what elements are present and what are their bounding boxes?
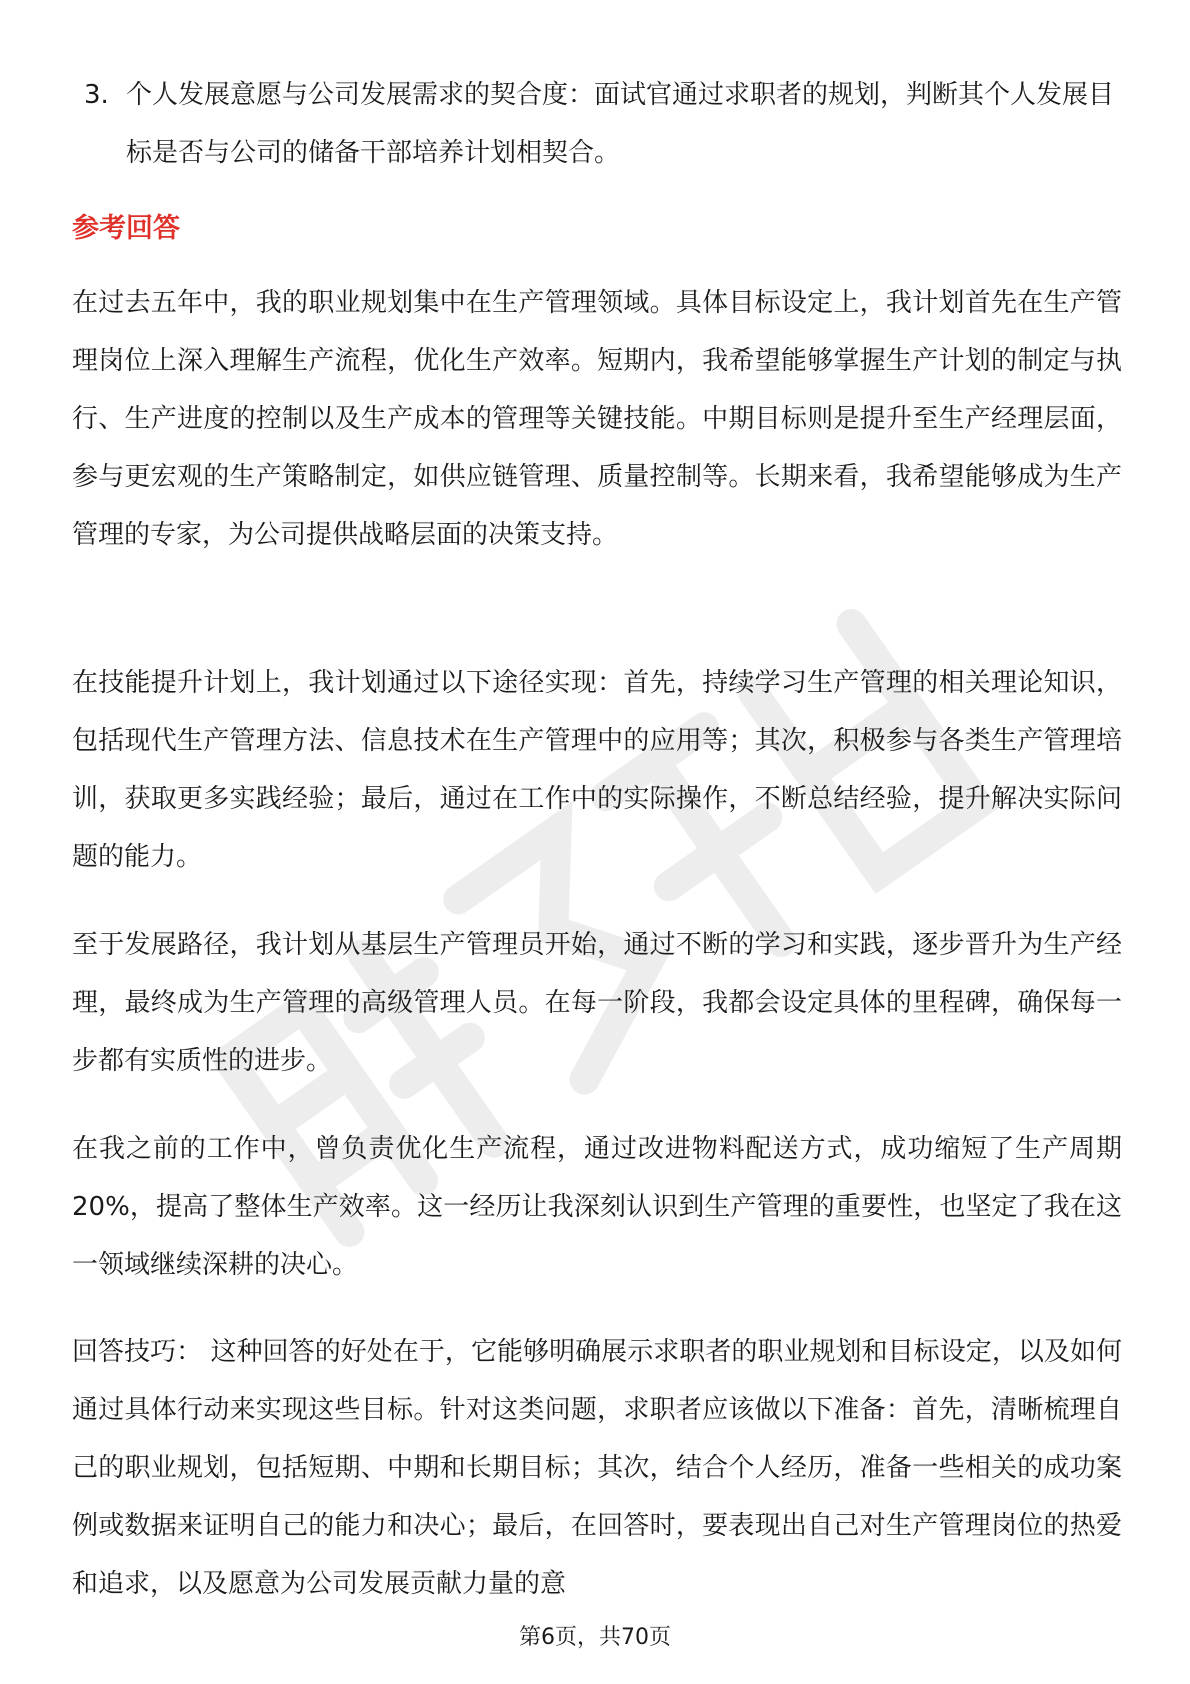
list-item-number: 3. <box>84 80 109 110</box>
section-heading: 参考回答 <box>72 213 180 244</box>
page-number: 第6页，共70页 <box>519 1625 671 1650</box>
answer-tips-paragraph: 回答技巧： 这种回答的好处在于，它能够明确展示求职者的职业规划和目标设定，以及如何通过具体行动来实现这些目标。针对这类问题，求职者应该做以下准备：首先，清晰梳理自己的职业规划，包括短期、中期和长期目标；其次，结合个人经历，准备一些相关的成功案例或数据来证明自己的能力和决心；最后，在回答时，要表现出自己对生产管理岗位的热爱和追求，以及愿意为公司发展贡献力量的意 <box>72 1337 1122 1599</box>
answer-paragraph-3: 至于发展路径，我计划从基层生产管理员开始，通过不断的学习和实践，逐步晋升为生产经理，最终成为生产管理的高级管理人员。在每一阶段，我都会设定具体的里程碑，确保每一步都有实质性的进步。 <box>72 930 1122 1076</box>
answer-paragraph-2: 在技能提升计划上，我计划通过以下途径实现：首先，持续学习生产管理的相关理论知识，包括现代生产管理方法、信息技术在生产管理中的应用等；其次，积极参与各类生产管理培训，获取更多实践经验；最后，通过在工作中的实际操作，不断总结经验，提升解决实际问题的能力。 <box>72 668 1122 872</box>
list-item-3 <box>72 66 1132 182</box>
answer-paragraph-4: 在我之前的工作中，曾负责优化生产流程，通过改进物料配送方式，成功缩短了生产周期20%，提高了整体生产效率。这一经历让我深刻认识到生产管理的重要性，也坚定了我在这一领域继续深耕的决心。 <box>72 1134 1122 1280</box>
list-item-text: 个人发展意愿与公司发展需求的契合度：面试官通过求职者的规划，判断其个人发展目标是否与公司的储备干部培养计划相契合。 <box>126 80 1115 168</box>
answer-paragraph-1: 在过去五年中，我的职业规划集中在生产管理领域。具体目标设定上，我计划首先在生产管理岗位上深入理解生产流程，优化生产效率。短期内，我希望能够掌握生产计划的制定与执行、生产进度的控制以及生产成本的管理等关键技能。中期目标则是提升至生产经理层面，参与更宏观的生产策略制定，如供应链管理、质量控制等。长期来看，我希望能够成为生产管理的专家，为公司提供战略层面的决策支持。 <box>72 288 1122 550</box>
